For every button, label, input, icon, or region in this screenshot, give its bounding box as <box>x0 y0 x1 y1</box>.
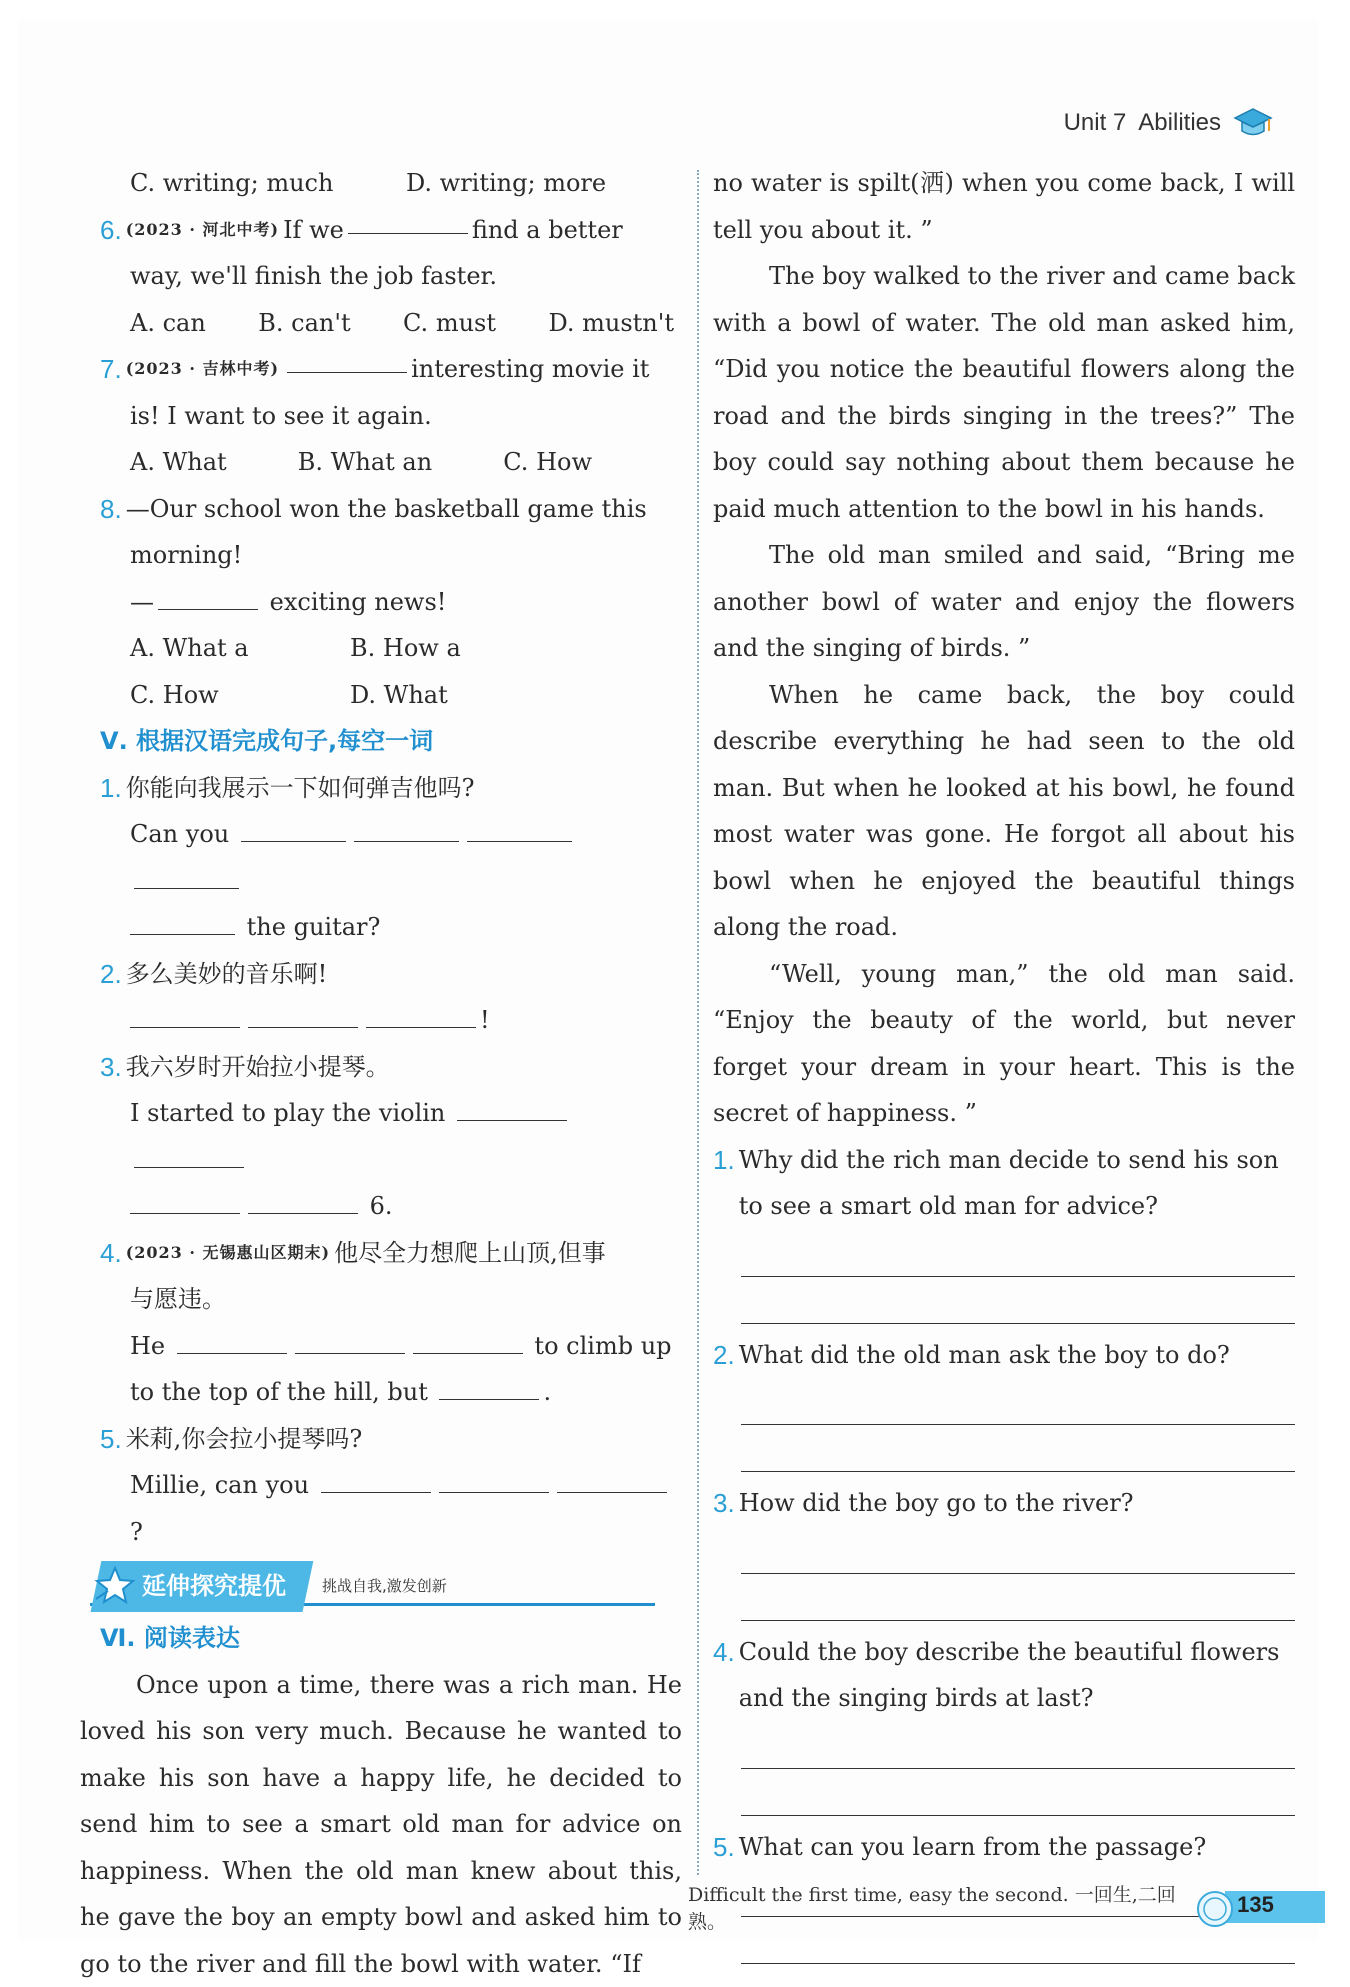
passage-part-1: Once upon a time, there was a rich man. He loved his son very much. Because he wanted to make his son have a happy life, he decided to send him to see a smart old man for advice on happiness. When the old man knew about this, he gave the boy an empty bowl and asked him to go to the river and fill the bowl with water. “If <box>80 1662 682 1987</box>
q7-text-post: interesting movie it <box>411 346 649 393</box>
t5-blank-1[interactable] <box>321 1466 431 1493</box>
rq4-answer-line-1[interactable] <box>741 1722 1295 1769</box>
question-8 <box>100 486 682 719</box>
passage-part-2: no water is spilt(洒) when you come back, I will tell you about it. ” <box>713 160 1295 253</box>
q6-text-post: find a better <box>472 207 623 254</box>
t4-blank-4[interactable] <box>439 1373 539 1400</box>
q6-line2: way, we'll finish the job faster. <box>100 253 682 300</box>
q6-blank[interactable] <box>348 207 468 234</box>
page-number-box <box>1195 1889 1318 1925</box>
q8-number: 8. <box>100 486 122 533</box>
t3-blank-4[interactable] <box>248 1187 358 1214</box>
t4-pre: He <box>130 1332 165 1360</box>
t4-chinese-2: 与愿违。 <box>100 1276 682 1323</box>
t2-end: ! <box>480 1006 490 1034</box>
passage-paragraph-5: “Well, young man,” the old man said. “Enjoy the beauty of the world, but never forget your dream in your heart. This is the secret of happiness. ” <box>713 951 1295 1137</box>
t3-end: 6. <box>370 1192 393 1220</box>
rq5-number: 5. <box>713 1824 735 1871</box>
t3-blank-2[interactable] <box>134 1141 244 1168</box>
t4-end: . <box>543 1378 551 1406</box>
q8-line2: morning! <box>100 532 682 579</box>
q8-blank[interactable] <box>158 583 258 610</box>
translation-3 <box>100 1044 682 1230</box>
t2-chinese: 多么美妙的音乐啊! <box>126 951 328 998</box>
t4-post: to climb up <box>534 1332 671 1360</box>
rq5-text: What can you learn from the passage? <box>739 1824 1207 1871</box>
t3-number: 3. <box>100 1044 122 1091</box>
reading-question-4 <box>713 1629 1295 1816</box>
t4-number: 4. <box>100 1230 122 1277</box>
q8-option-d[interactable]: D. What <box>350 672 630 719</box>
t4-blank-3[interactable] <box>413 1327 523 1354</box>
unit-label: Unit 7 <box>1064 109 1127 137</box>
q7-number: 7. <box>100 346 122 393</box>
rq2-answer-line-2[interactable] <box>741 1425 1295 1472</box>
translation-2 <box>100 951 682 1044</box>
column-divider <box>697 170 699 1875</box>
rq3-answer-line-2[interactable] <box>741 1574 1295 1621</box>
t2-blank-2[interactable] <box>248 1001 358 1028</box>
reading-question-3 <box>713 1480 1295 1621</box>
q7-line2: is! I want to see it again. <box>100 393 682 440</box>
q5-options <box>100 160 682 207</box>
q8-options-row2 <box>100 672 682 719</box>
banner-title: 延伸探究提优 <box>142 1563 286 1610</box>
q8-line3-post: exciting news! <box>270 588 447 616</box>
translation-4 <box>100 1230 682 1416</box>
q6-options <box>100 300 682 347</box>
q8-option-c[interactable]: C. How <box>130 672 350 719</box>
t5-blank-2[interactable] <box>439 1466 549 1493</box>
rq1-answer-line-2[interactable] <box>741 1277 1295 1324</box>
q7-option-c[interactable]: C. How <box>503 439 592 486</box>
t4-blank-2[interactable] <box>295 1327 405 1354</box>
rq3-answer-line-1[interactable] <box>741 1527 1295 1574</box>
section-banner <box>90 1561 682 1611</box>
q8-option-a[interactable]: A. What a <box>130 625 350 672</box>
t3-chinese: 我六岁时开始拉小提琴。 <box>126 1044 390 1091</box>
rq2-answer-line-1[interactable] <box>741 1378 1295 1425</box>
t2-number: 2. <box>100 951 122 998</box>
rq1-answer-line-1[interactable] <box>741 1230 1295 1277</box>
rq3-number: 3. <box>713 1480 735 1527</box>
t1-number: 1. <box>100 765 122 812</box>
rq2-text: What did the old man ask the boy to do? <box>739 1332 1230 1379</box>
t1-post: the guitar? <box>247 913 381 941</box>
t2-blank-3[interactable] <box>366 1001 476 1028</box>
t4-source: (2023 · 无锡惠山区期末) <box>126 1230 330 1277</box>
translation-1 <box>100 765 682 951</box>
unit-title: Abilities <box>1138 109 1221 137</box>
reading-question-2 <box>713 1332 1295 1473</box>
q6-option-b[interactable]: B. can't <box>258 300 350 347</box>
t1-blank-5[interactable] <box>130 908 235 935</box>
q6-option-a[interactable]: A. can <box>130 300 206 347</box>
q6-source: (2023 · 河北中考) <box>126 207 279 254</box>
workbook-page <box>18 20 1318 1940</box>
rq1-text: Why did the rich man decide to send his son to see a smart old man for advice? <box>739 1137 1295 1230</box>
section-5-heading: Ⅴ. 根据汉语完成句子,每空一词 <box>100 718 682 765</box>
t5-pre: Millie, can you <box>130 1471 309 1499</box>
page-footer <box>688 1880 1318 1934</box>
t1-blank-4[interactable] <box>134 862 239 889</box>
q6-text-pre: If we <box>283 207 344 254</box>
q8-line1: —Our school won the basketball game this <box>126 486 647 533</box>
rq4-number: 4. <box>713 1629 735 1722</box>
page-header <box>1064 105 1273 141</box>
t3-pre: I started to play the violin <box>130 1099 445 1127</box>
t5-chinese: 米莉,你会拉小提琴吗? <box>126 1416 363 1463</box>
t1-chinese: 你能向我展示一下如何弹吉他吗? <box>126 765 475 812</box>
t3-blank-3[interactable] <box>130 1187 240 1214</box>
t4-blank-1[interactable] <box>177 1327 287 1354</box>
translation-5 <box>100 1416 682 1556</box>
banner-subtitle: 挑战自我,激发创新 <box>322 1563 447 1610</box>
t1-blank-2[interactable] <box>354 815 459 842</box>
q8-option-b[interactable]: B. How a <box>350 625 630 672</box>
graduation-cap-icon <box>1233 105 1273 141</box>
t1-blank-1[interactable] <box>241 815 346 842</box>
option-c: C. writing; much <box>130 160 406 207</box>
passage-paragraph-3: The old man smiled and said, “Bring me another bowl of water and enjoy the flowers and the singing of birds. ” <box>713 532 1295 672</box>
section-6-heading: Ⅵ. 阅读表达 <box>100 1615 682 1662</box>
footer-proverb: Difficult the first time, easy the second. 一回生,二回熟。 <box>688 1880 1185 1934</box>
reading-question-1 <box>713 1137 1295 1324</box>
q6-option-c[interactable]: C. must <box>403 300 496 347</box>
t5-number: 5. <box>100 1416 122 1463</box>
passage-paragraph-4: When he came back, the boy could describe everything he had seen to the old man. But when he looked at his bowl, he found most water was gone. He forgot all about his bowl when he enjoyed the beautiful things along the road. <box>713 672 1295 951</box>
t4-chinese: 他尽全力想爬上山顶,但事 <box>334 1230 606 1277</box>
rq4-text: Could the boy describe the beautiful flowers and the singing birds at last? <box>739 1629 1295 1722</box>
q7-option-a[interactable]: A. What <box>130 439 227 486</box>
t4-line3: to the top of the hill, but <box>130 1378 428 1406</box>
q6-option-d[interactable]: D. mustn't <box>548 300 674 347</box>
rq2-number: 2. <box>713 1332 735 1379</box>
t1-pre: Can you <box>130 820 229 848</box>
question-6 <box>100 207 682 347</box>
q8-options-row1 <box>100 625 682 672</box>
q7-source: (2023 · 吉林中考) <box>126 346 279 393</box>
t5-blank-3[interactable] <box>557 1466 667 1493</box>
q6-number: 6. <box>100 207 122 254</box>
rq4-answer-line-2[interactable] <box>741 1769 1295 1816</box>
rq1-number: 1. <box>713 1137 735 1230</box>
t3-blank-1[interactable] <box>457 1094 567 1121</box>
q7-blank[interactable] <box>287 346 407 373</box>
star-icon <box>94 1565 136 1605</box>
q7-option-b[interactable]: B. What an <box>298 439 432 486</box>
rq3-text: How did the boy go to the river? <box>739 1480 1134 1527</box>
page-number: 135 <box>1237 1892 1274 1918</box>
q8-dash: — <box>130 588 154 616</box>
question-7 <box>100 346 682 486</box>
t5-end: ? <box>130 1518 143 1546</box>
left-column <box>100 160 682 1987</box>
t1-blank-3[interactable] <box>467 815 572 842</box>
q7-options <box>100 439 682 486</box>
spiral-circle-icon <box>1195 1889 1235 1929</box>
passage-paragraph-2: The boy walked to the river and came back with a bowl of water. The old man asked him, “Did you notice the beautiful flowers along the road and the birds singing in the trees?” The boy could say nothing about them because he paid much attention to the bowl in his hands. <box>713 253 1295 532</box>
right-column <box>713 160 1295 1964</box>
t2-blank-1[interactable] <box>130 1001 240 1028</box>
option-d: D. writing; more <box>406 160 682 207</box>
